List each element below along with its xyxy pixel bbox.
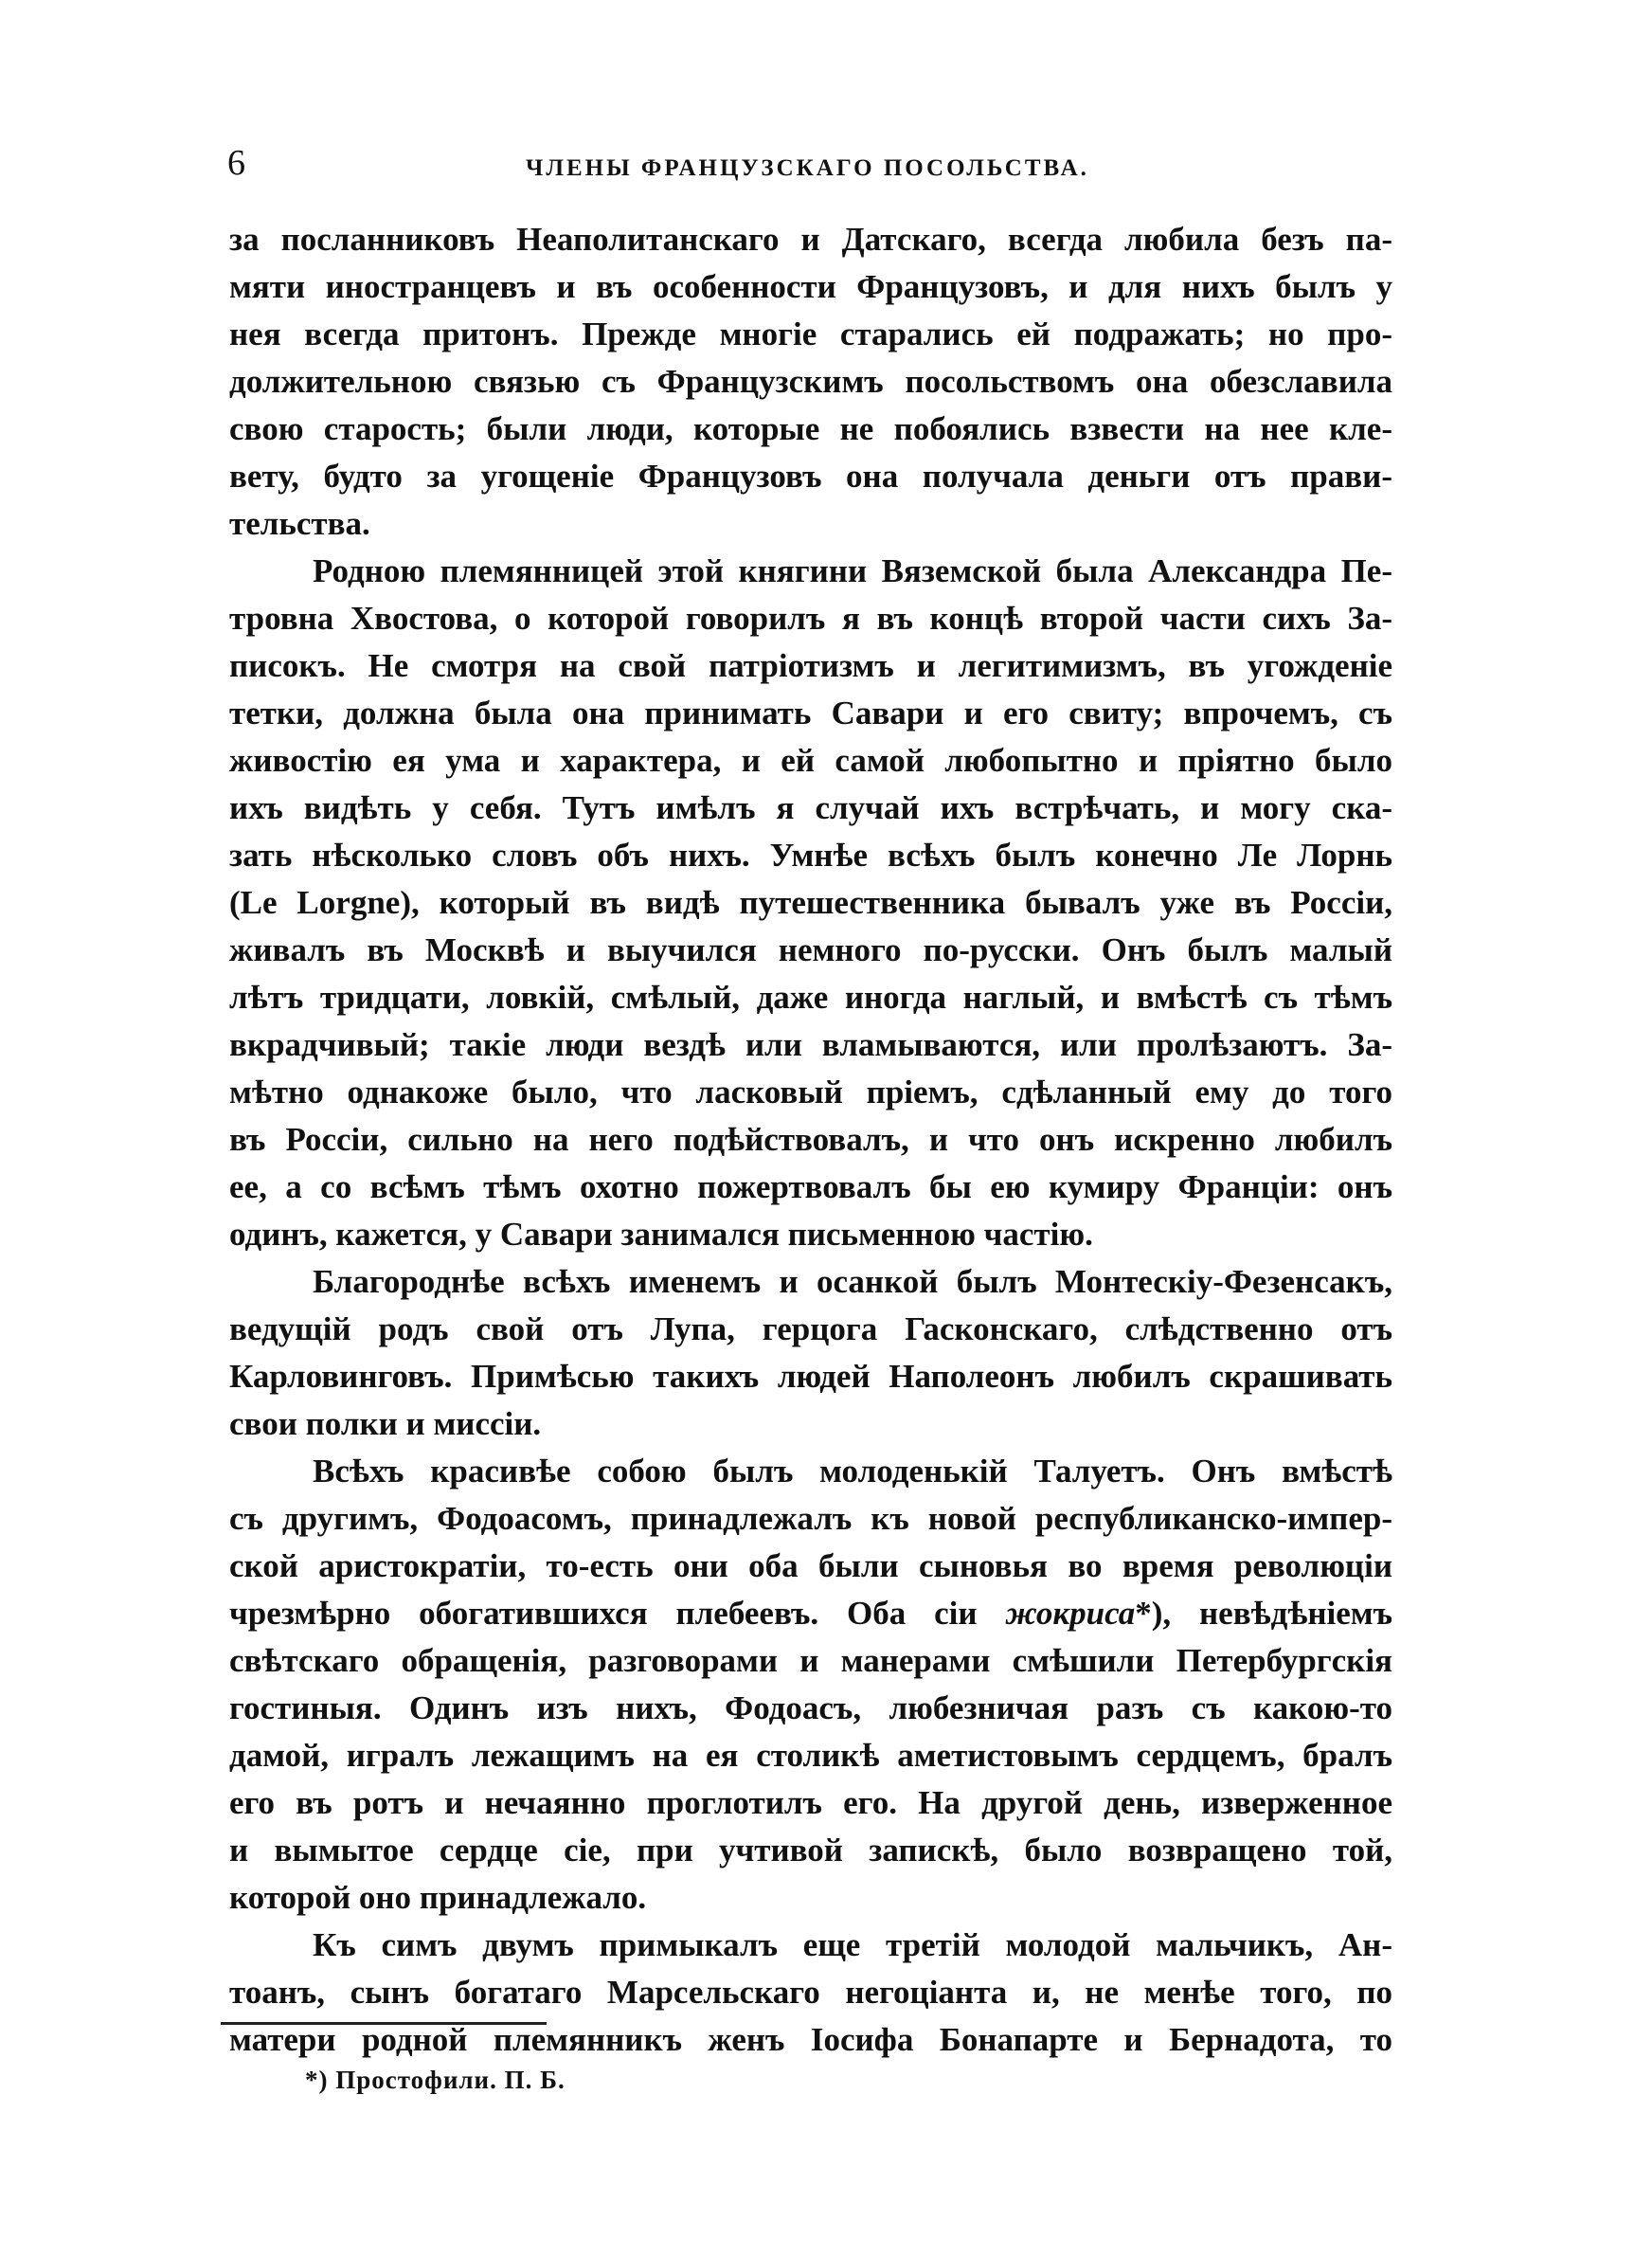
running-title: ЧЛЕНЫ ФРАНЦУЗСКАГО ПОСОЛЬСТВА. [526, 155, 1089, 181]
text-line: писокъ. Не смотря на свой патріотизмъ и легитимизмъ, въ угожденіе [229, 647, 1392, 684]
body-text [229, 216, 1392, 2064]
text-line: и вымытое сердце сіе, при учтивой запискѣ, было возвращено той, [229, 1832, 1392, 1869]
text-line-with-italic [229, 1590, 1392, 1637]
text-line: одинъ, кажется, у Савари занимался письменною частію. [229, 1216, 1093, 1253]
text-line: живалъ въ Москвѣ и выучился немного по-русски. Онъ былъ малый [229, 931, 1392, 968]
text-segment: *), невѣдѣніемъ [1135, 1595, 1392, 1632]
text-line: ихъ видѣть у себя. Тутъ имѣлъ я случай ихъ встрѣчать, и могу ска- [229, 789, 1392, 826]
text-line: тетки, должна была она принимать Савари и его свиту; впрочемъ, съ [229, 695, 1392, 731]
text-line: ской аристократіи, то-есть они оба были сыновья во время революціи [229, 1547, 1392, 1584]
text-line: съ другимъ, Фодоасомъ, принадлежалъ къ новой республиканско-импер- [229, 1500, 1392, 1537]
text-line: свѣтскаго обращенія, разговорами и манерами смѣшили Петербургскія [229, 1642, 1392, 1679]
text-segment: чрезмѣрно обогатившихся плебеевъ. Оба сіи [229, 1595, 1006, 1632]
text-line: Всѣхъ красивѣе собою былъ молоденькій Талуетъ. Онъ вмѣстѣ [313, 1453, 1392, 1490]
footnote-divider [221, 2022, 547, 2025]
italic-word: жокриса [1005, 1595, 1136, 1632]
text-line: Родною племянницей этой княгини Вяземской была Александра Пе- [313, 552, 1392, 589]
text-line: живостію ея ума и характера, и ей самой любопытно и пріятно было [229, 742, 1392, 779]
text-line: зать нѣсколько словъ объ нихъ. Умнѣе всѣхъ былъ конечно Ле Лорнь [229, 837, 1392, 874]
text-line: мѣтно однакоже было, что ласковый пріемъ, сдѣланный ему до того [229, 1074, 1392, 1110]
text-line: тельства. [229, 505, 370, 542]
text-line: вету, будто за угощеніе Французовъ она получала деньги отъ прави- [229, 458, 1392, 495]
text-line: мяти иностранцевъ и въ особенности Французовъ, и для нихъ былъ у [229, 268, 1392, 305]
text-line: гостиныя. Одинъ изъ нихъ, Фодоасъ, любезничая разъ съ какою-то [229, 1689, 1392, 1726]
text-line: за посланниковъ Неаполитанскаго и Датскаго, всегда любила безъ па- [229, 221, 1392, 258]
text-line: въ Россіи, сильно на него подѣйствовалъ, и что онъ искренно любилъ [229, 1121, 1392, 1158]
text-line: ее, а со всѣмъ тѣмъ охотно пожертвовалъ бы ею кумиру Франціи: онъ [229, 1168, 1392, 1205]
text-line: матери родной племянникъ женъ Іосифа Бонапарте и Бернадота, то [229, 2021, 1392, 2058]
text-line: его въ ротъ и нечаянно проглотилъ его. На другой день, изверженное [229, 1784, 1392, 1821]
text-line: лѣтъ тридцати, ловкій, смѣлый, даже иногда наглый, и вмѣстѣ съ тѣмъ [229, 979, 1392, 1016]
text-line: тоанъ, сынъ богатаго Марсельскаго негоціанта и, не менѣе того, по [229, 1974, 1392, 2011]
text-line: Къ симъ двумъ примыкалъ еще третій молодой мальчикъ, Ан- [313, 1926, 1392, 1963]
text-line: нея всегда притонъ. Прежде многіе старались ей подражать; но про- [229, 316, 1392, 352]
page-number: 6 [227, 143, 245, 183]
text-line: Карловинговъ. Примѣсью такихъ людей Наполеонъ любилъ скрашивать [229, 1358, 1392, 1395]
text-line: Благороднѣе всѣхъ именемъ и осанкой былъ Монтескіу-Фезенсакъ, [313, 1263, 1392, 1300]
text-line: ведущій родъ свой отъ Лупа, герцога Гасконскаго, слѣдственно отъ [229, 1310, 1392, 1347]
text-line: вкрадчивый; такіе люди вездѣ или вламываются, или пролѣзаютъ. За- [229, 1026, 1392, 1063]
text-line: (Le Lorgne), который въ видѣ путешественника бывалъ уже въ Россіи, [229, 884, 1392, 921]
text-line: должительною связью съ Французскимъ посольствомъ она обезславила [229, 363, 1392, 400]
footnote: *) Простофили. П. Б. [305, 2066, 566, 2094]
text-line: свою старость; были люди, которые не побоялись взвести на нее кле- [229, 410, 1392, 447]
text-line: которой оно принадлежало. [229, 1879, 647, 1916]
text-line: тровна Хвостова, о которой говорилъ я въ концѣ второй части сихъ За- [229, 600, 1392, 637]
text-line: свои полки и миссіи. [229, 1405, 542, 1442]
text-line: дамой, игралъ лежащимъ на ея столикѣ аметистовымъ сердцемъ, бралъ [229, 1737, 1392, 1774]
page-header [227, 142, 1392, 190]
